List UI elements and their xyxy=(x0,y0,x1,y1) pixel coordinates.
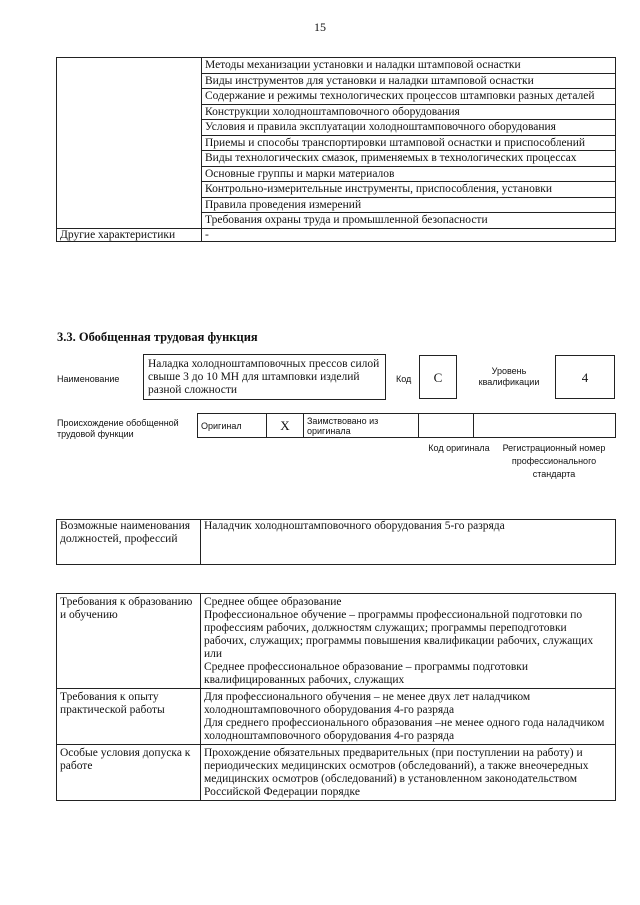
table-row xyxy=(57,228,616,241)
knowledge-item: Условия и правила эксплуатации холодноштамповочного оборудования xyxy=(202,120,616,136)
knowledge-item: Виды инструментов для установки и наладки штамповой оснастки xyxy=(202,73,616,89)
requirements-table xyxy=(56,593,616,801)
experience-requirements-label: Требования к опыту практической работы xyxy=(57,689,201,745)
table-row xyxy=(57,745,616,801)
knowledge-item: Методы механизации установки и наладки штамповой оснастки xyxy=(202,58,616,74)
knowledge-item: Содержание и режимы технологических процессов штамповки разных деталей xyxy=(202,89,616,105)
reg-number-label: Регистрационный номер профессионального стандарта xyxy=(502,443,606,479)
knowledge-item: Конструкции холодноштамповочного оборудования xyxy=(202,104,616,120)
code-value-box: С xyxy=(419,355,457,399)
knowledge-item: Правила проведения измерений xyxy=(202,197,616,213)
experience-requirements-value xyxy=(201,689,616,745)
knowledge-item: Приемы и способы транспортировки штамповой оснастки и приспособлений xyxy=(202,135,616,151)
education-requirements-value xyxy=(201,594,616,689)
original-label: Оригинал xyxy=(198,414,267,438)
code-label: Код xyxy=(396,374,412,384)
requirement-line: Профессиональное обучение – программы профессиональной подготовки по профессиям рабочих, должностям служащих; программы переподготовки рабочих, служащих; программы повышения квалификации рабочих, служащих xyxy=(204,609,594,647)
function-name-box: Наладка холодноштамповочных прессов силой свыше 3 до 10 МН для штамповки изделий разной сложности xyxy=(143,354,386,400)
code-original-label: Код оригинала xyxy=(428,443,490,453)
table-row xyxy=(57,594,616,689)
qualification-level-box: 4 xyxy=(555,355,615,399)
positions-label: Возможные наименования должностей, профессий xyxy=(57,520,201,565)
table-row xyxy=(198,414,616,438)
positions-table xyxy=(56,519,616,565)
other-characteristics-value: - xyxy=(202,228,616,241)
other-characteristics-label: Другие характеристики xyxy=(57,228,202,241)
section-title: 3.3. Обобщенная трудовая функция xyxy=(57,330,258,344)
original-mark: Х xyxy=(267,414,304,438)
knowledge-item: Контрольно-измерительные инструменты, приспособления, установки xyxy=(202,182,616,198)
requirement-line: Для среднего профессионального образования –не менее одного года наладчиком холодноштамповочного оборудования 4-го разряда xyxy=(204,717,605,742)
requirement-line: или xyxy=(204,648,223,660)
admission-conditions-value xyxy=(201,745,616,801)
requirement-line: Среднее общее образование xyxy=(204,596,342,608)
origin-table xyxy=(197,413,616,438)
knowledge-label-cell xyxy=(57,58,202,229)
requirement-line: Среднее профессиональное образование – программы подготовки квалифицированных рабочих, служащих xyxy=(204,661,529,686)
page-number: 15 xyxy=(314,20,326,34)
code-original-cell xyxy=(419,414,474,438)
knowledge-item: Требования охраны труда и промышленной безопасности xyxy=(202,213,616,229)
knowledge-table xyxy=(56,57,616,242)
origin-label: Происхождение обобщенной трудовой функции xyxy=(57,418,179,439)
qualification-level-label: Уровень квалификации xyxy=(478,366,540,387)
table-row xyxy=(57,520,616,565)
knowledge-item: Виды технологических смазок, применяемых в технологических процессах xyxy=(202,151,616,167)
reg-number-cell xyxy=(474,414,616,438)
borrowed-label: Заимствовано из оригинала xyxy=(304,414,419,438)
table-row xyxy=(57,689,616,745)
table-row xyxy=(57,58,616,74)
admission-conditions-label: Особые условия допуска к работе xyxy=(57,745,201,801)
positions-value: Наладчик холодноштамповочного оборудования 5-го разряда xyxy=(201,520,616,565)
requirement-line: Для профессионального обучения – не менее двух лет наладчиком холодноштамповочного оборудования 4-го разряда xyxy=(204,691,531,716)
requirement-line: Прохождение обязательных предварительных (при поступлении на работу) и периодических медицинских осмотров (обследований), а также внеочередных медицинских осмотров (обследований) в установленном законодательством Российской Федерации порядке xyxy=(204,747,589,798)
name-label: Наименование xyxy=(57,374,120,384)
knowledge-item: Основные группы и марки материалов xyxy=(202,166,616,182)
education-requirements-label: Требования к образованию и обучению xyxy=(57,594,201,689)
